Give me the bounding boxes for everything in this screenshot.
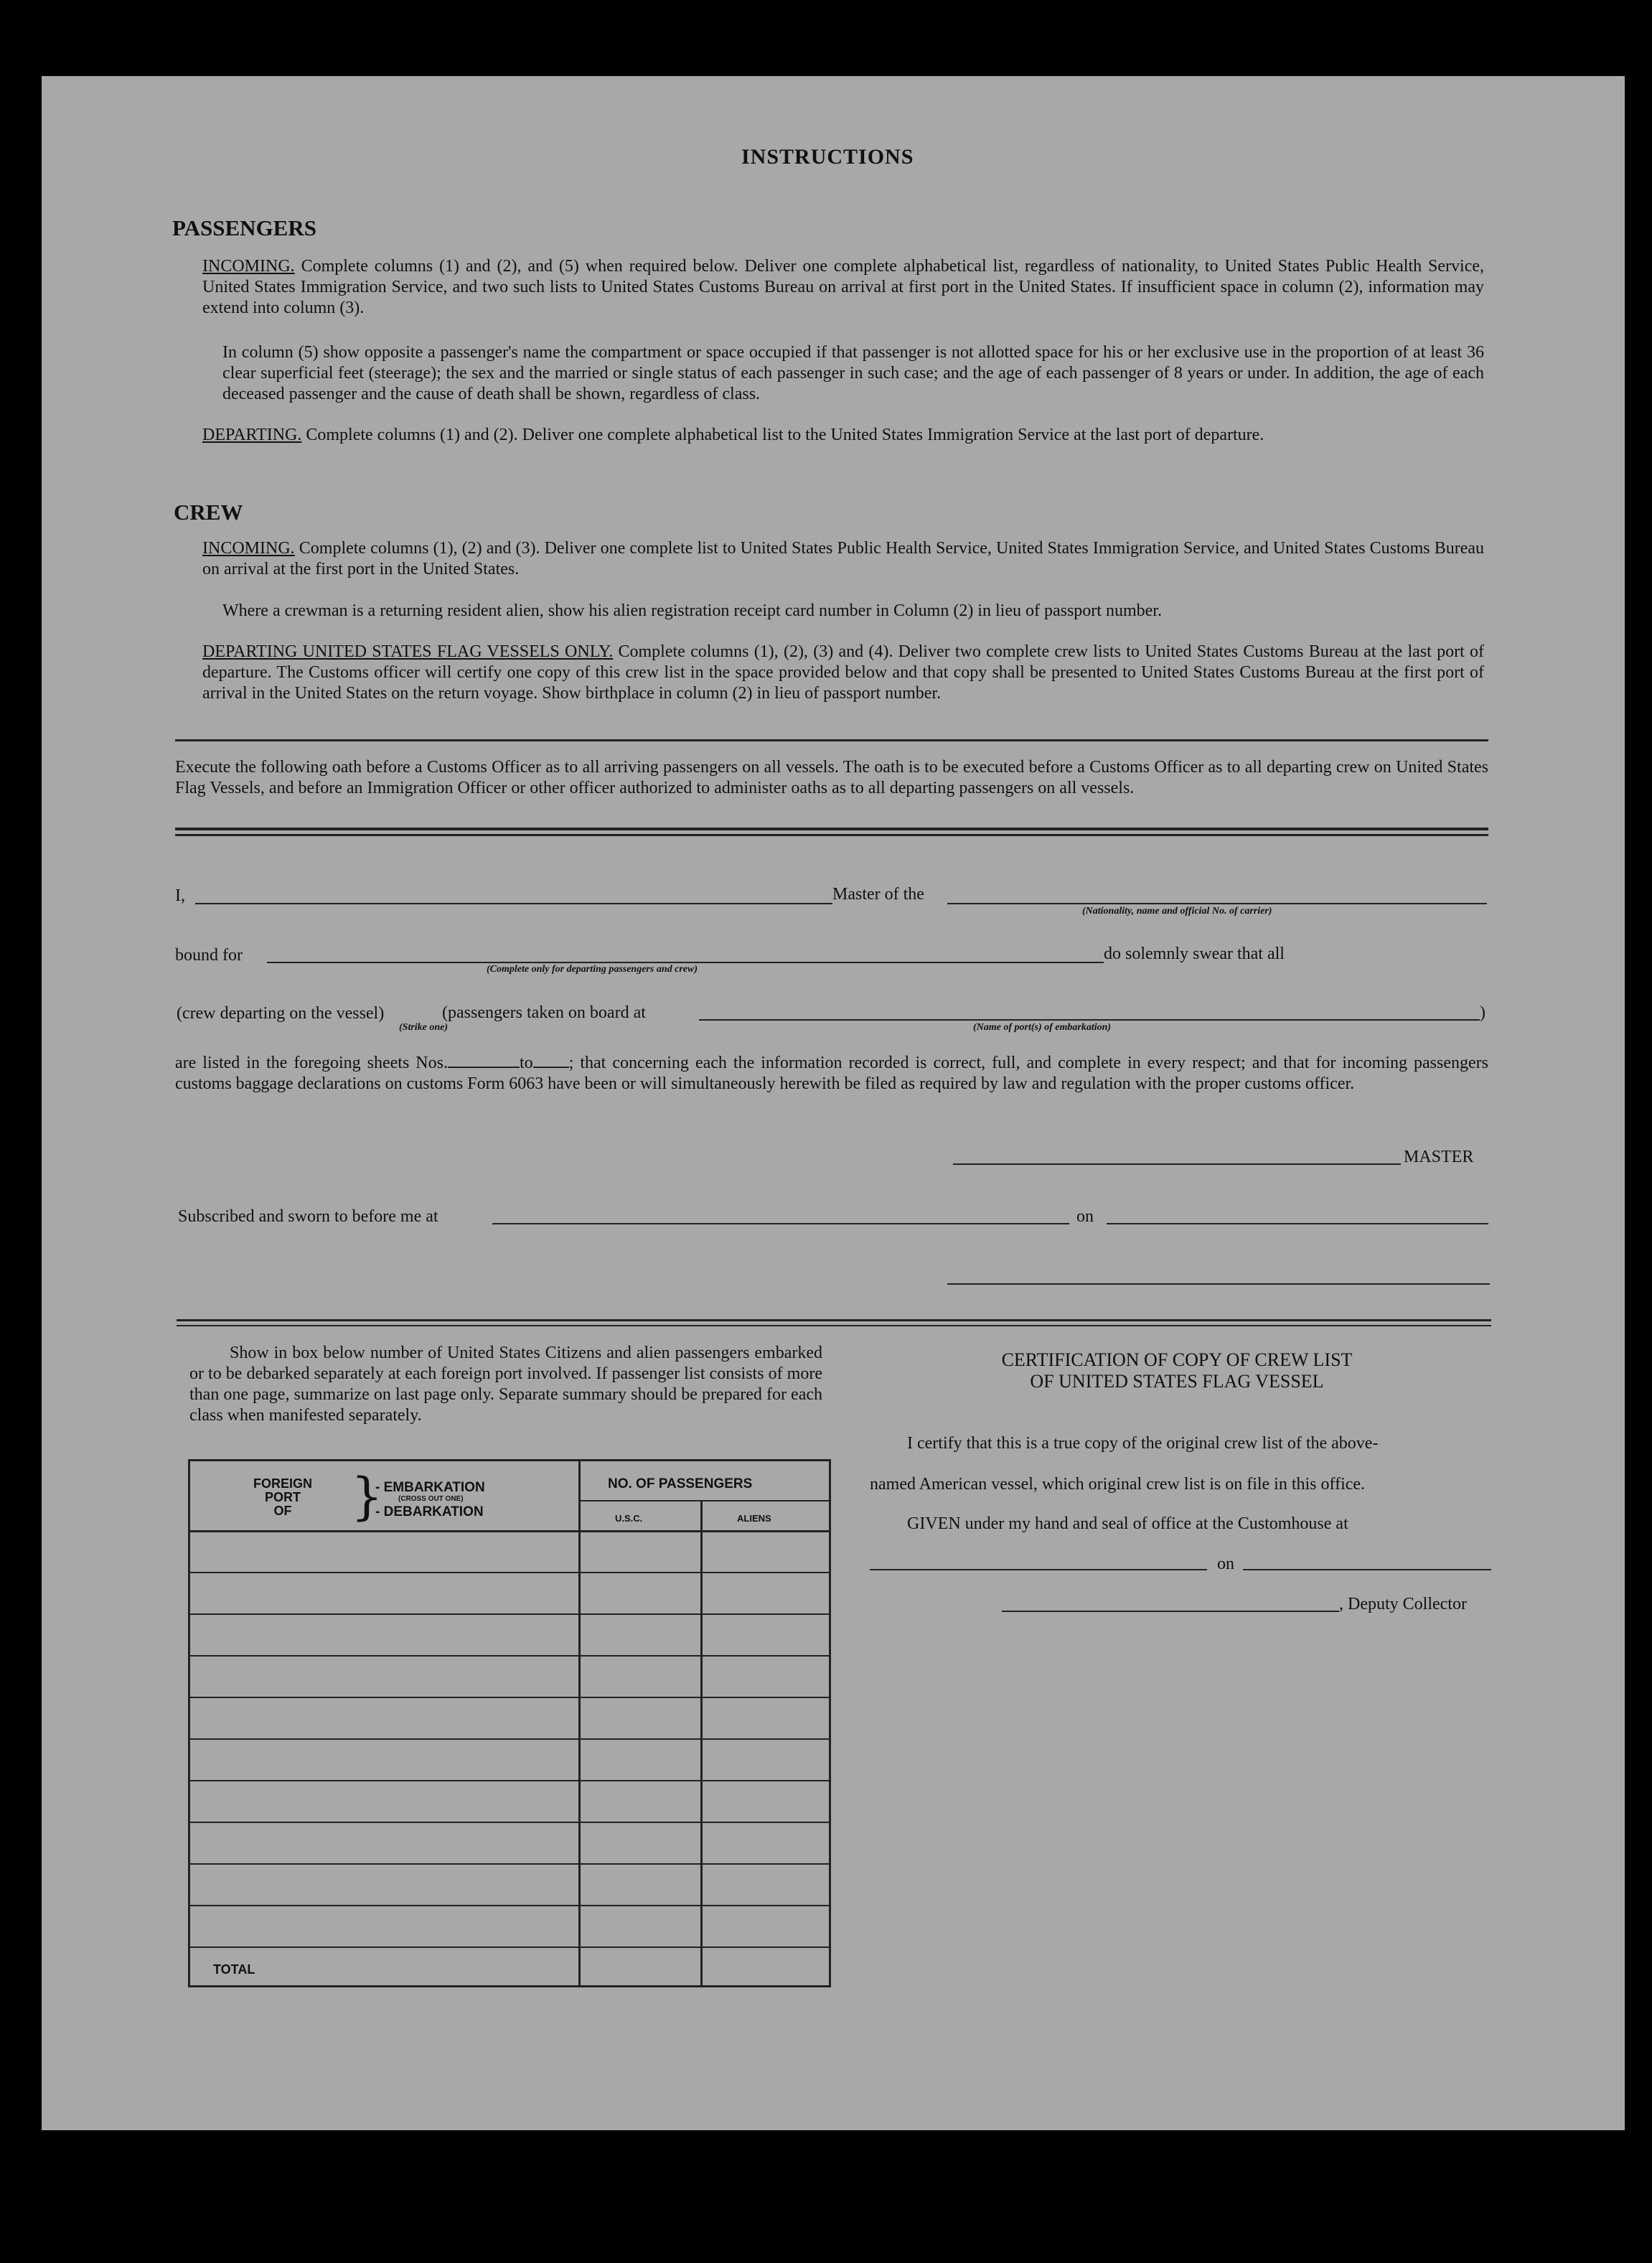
table-row[interactable] bbox=[190, 1613, 829, 1615]
passengers-taken-option: (passengers taken on board at bbox=[442, 1003, 646, 1022]
sworn-on-label: on bbox=[1076, 1207, 1094, 1226]
table-row[interactable] bbox=[190, 1780, 829, 1781]
table-row[interactable] bbox=[190, 1946, 829, 1948]
subscribed-label: Subscribed and sworn to before me at bbox=[178, 1207, 438, 1226]
strike-one-hint: (Strike one) bbox=[399, 1022, 449, 1033]
passengers-departing-text: Complete columns (1) and (2). Deliver one complete alphabetical list to the United States Immigration Service at the last port of departure. bbox=[306, 426, 1264, 444]
passengers-column5-paragraph: In column (5) show opposite a passenger's name the compartment or space occupied if that passenger is not allotted space for his or her exclusive use in the proportion of at least 36 clear superficial feet (steerage); the sex and the married or single status of each passenger in such case; and the age of each passenger of 8 years or under. In addition, the age of each deceased passenger and the cause of death shall be shown, regardless of class. bbox=[222, 343, 1484, 403]
no-of-passengers-header: NO. OF PASSENGERS bbox=[608, 1476, 753, 1491]
passengers-departing-paragraph bbox=[202, 425, 1484, 446]
divider-line bbox=[177, 1325, 1491, 1326]
customhouse-field[interactable] bbox=[870, 1569, 1207, 1570]
summary-instruction: Show in box below number of United States Citizens and alien passengers embarked or to be debarked separately at each foreign port involved. If passenger list consists of more than one page, summarize on last page only. Separate summary should be prepared for each class when manifested separately. bbox=[189, 1344, 822, 1425]
carrier-hint: (Nationality, name and official No. of carrier) bbox=[1082, 906, 1272, 917]
master-of-the-label: Master of the bbox=[832, 885, 924, 904]
cross-out-hint: (CROSS OUT ONE) bbox=[398, 1495, 464, 1503]
page-title: INSTRUCTIONS bbox=[741, 145, 914, 169]
deputy-collector-label: , Deputy Collector bbox=[1339, 1595, 1467, 1613]
crew-incoming-paragraph bbox=[202, 538, 1484, 580]
bound-for-hint: (Complete only for departing passengers and crew) bbox=[487, 964, 698, 975]
divider-line bbox=[175, 828, 1488, 830]
sheets-listed-text-1: are listed in the foregoing sheets Nos. bbox=[175, 1054, 448, 1072]
master-name-field[interactable] bbox=[195, 903, 832, 904]
crew-heading: CREW bbox=[174, 500, 243, 525]
table-row[interactable] bbox=[190, 1697, 829, 1698]
divider-line bbox=[175, 739, 1488, 741]
table-header-divider bbox=[578, 1500, 829, 1501]
crew-incoming-label: INCOMING. bbox=[202, 539, 295, 558]
foreign-port-header-line: OF bbox=[273, 1504, 292, 1518]
table-column-divider bbox=[578, 1461, 581, 1985]
passengers-incoming-paragraph bbox=[202, 256, 1484, 319]
master-signature-field[interactable] bbox=[953, 1163, 1401, 1165]
table-row[interactable] bbox=[190, 1572, 829, 1573]
bound-for-field[interactable] bbox=[267, 962, 1104, 963]
bound-for-label: bound for bbox=[175, 946, 243, 965]
table-row[interactable] bbox=[190, 1863, 829, 1865]
sheets-listed-paragraph bbox=[175, 1052, 1488, 1095]
crew-departing-label: DEPARTING UNITED STATES FLAG VESSELS ONLY. bbox=[202, 642, 614, 661]
passengers-incoming-text: Complete columns (1) and (2), and (5) when required below. Deliver one complete alphabetical list, regardless of nationality, to United States Public Health Service, United States Immigration Service, and two such lists to United States Customs Bureau on arrival at first port in the United States. If insufficient space in column (2), information may extend into column (3). bbox=[202, 257, 1485, 317]
crew-departing-paragraph bbox=[202, 642, 1484, 704]
table-header-divider bbox=[190, 1530, 829, 1532]
crew-incoming-text: Complete columns (1), (2) and (3). Deliver one complete list to United States Public Health Service, United States Immigration Service, and United States Customs Bureau on arrival at the first port in the United States. bbox=[202, 539, 1484, 578]
certification-heading bbox=[861, 1349, 1493, 1392]
officer-signature-field[interactable] bbox=[947, 1283, 1490, 1285]
oath-i-label: I, bbox=[175, 886, 185, 905]
divider-line bbox=[177, 1319, 1491, 1321]
port-of-embarkation-field[interactable] bbox=[699, 1019, 1480, 1021]
master-label: MASTER bbox=[1404, 1148, 1474, 1166]
certification-heading-line: CERTIFICATION OF COPY OF CREW LIST bbox=[1001, 1349, 1353, 1370]
certify-line-1: I certify that this is a true copy of the original crew list of the above- bbox=[907, 1434, 1379, 1453]
passengers-heading: PASSENGERS bbox=[172, 215, 316, 240]
certify-line-3: GIVEN under my hand and seal of office at the Customhouse at bbox=[907, 1514, 1348, 1533]
oath-instruction-paragraph: Execute the following oath before a Customs Officer as to all arriving passengers on all vessels. The oath is to be executed before a Customs Officer as to all departing crew on United States Flag Vessels, and before an Immigration Officer or other officer authorized to administer oaths as to all departing passengers on all vessels. bbox=[175, 758, 1488, 797]
deputy-signature-field[interactable] bbox=[1002, 1611, 1339, 1612]
solemnly-swear-text: do solemnly swear that all bbox=[1104, 945, 1285, 963]
foreign-port-header-line: FOREIGN bbox=[253, 1476, 312, 1491]
ports-hint: (Name of port(s) of embarkation) bbox=[973, 1022, 1112, 1033]
brace-icon: } bbox=[351, 1467, 383, 1526]
sworn-date-field[interactable] bbox=[1107, 1223, 1488, 1224]
certify-on-label: on bbox=[1217, 1555, 1234, 1573]
close-paren: ) bbox=[1480, 1003, 1486, 1022]
certify-line-2: named American vessel, which original crew list is on file in this office. bbox=[870, 1475, 1366, 1494]
certification-heading-line: OF UNITED STATES FLAG VESSEL bbox=[1030, 1371, 1324, 1392]
table-row[interactable] bbox=[190, 1738, 829, 1740]
table-row[interactable] bbox=[190, 1905, 829, 1906]
table-row[interactable] bbox=[190, 1655, 829, 1657]
crew-departing-option: (crew departing on the vessel) bbox=[177, 1004, 385, 1023]
debarkation-option: - DEBARKATION bbox=[375, 1504, 484, 1519]
passengers-incoming-label: INCOMING. bbox=[202, 257, 295, 276]
sheets-to-label: to bbox=[519, 1054, 533, 1072]
crew-departing-text: Complete columns (1), (2), (3) and (4). Deliver two complete crew lists to United States Customs Bureau at the last port of departure. The Customs officer will certify one copy of this crew list in the space provided below and that copy shall be presented to United States Customs Bureau at the first port of arrival in the United States on the return voyage. Show birthplace in column (2) in lieu of passport number. bbox=[202, 642, 1484, 703]
usc-header: U.S.C. bbox=[615, 1513, 643, 1524]
foreign-port-header-line: PORT bbox=[264, 1490, 301, 1504]
sheet-from-field[interactable] bbox=[448, 1052, 520, 1068]
sworn-at-field[interactable] bbox=[492, 1223, 1069, 1224]
table-row[interactable] bbox=[190, 1822, 829, 1823]
sheets-listed-text-2: ; that concerning each the information recorded is correct, full, and complete in every respect; and that for incoming passengers customs baggage declarations on customs Form 6063 have been or will simultaneously herewith be filed as required by law and regulation with the proper customs officer. bbox=[175, 1054, 1488, 1093]
foreign-port-header bbox=[243, 1477, 322, 1518]
carrier-field[interactable] bbox=[947, 903, 1487, 904]
aliens-header: ALIENS bbox=[737, 1513, 771, 1524]
passengers-departing-label: DEPARTING. bbox=[202, 426, 302, 444]
sheet-to-field[interactable] bbox=[533, 1052, 569, 1068]
total-label: TOTAL bbox=[213, 1962, 255, 1977]
passenger-summary-table bbox=[188, 1459, 831, 1987]
divider-line bbox=[175, 834, 1488, 836]
crew-resident-paragraph: Where a crewman is a returning resident alien, show his alien registration receipt card number in Column (2) in lieu of passport number. bbox=[222, 601, 1162, 620]
certify-date-field[interactable] bbox=[1243, 1569, 1491, 1570]
embarkation-option: - EMBARKATION bbox=[375, 1480, 485, 1495]
